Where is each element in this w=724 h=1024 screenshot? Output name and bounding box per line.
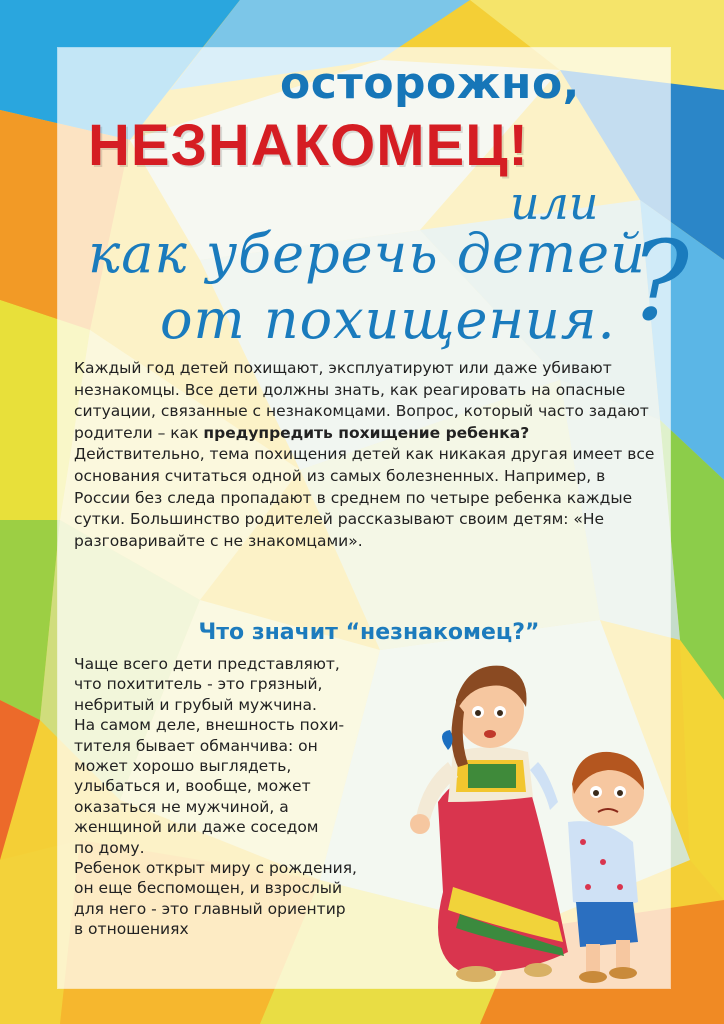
- body-line: в отношениях: [74, 920, 189, 939]
- body-line: небритый и грубый мужчина.: [74, 695, 317, 714]
- body-line: для него - это главный ориентир: [74, 899, 346, 918]
- body-line: по дому.: [74, 838, 145, 857]
- body-line: может хорошо выглядеть,: [74, 757, 292, 776]
- section-body: [74, 654, 454, 940]
- intro-bold-question: предупредить похищение ребенка?: [203, 423, 530, 442]
- intro-text-start: Каждый год детей похищают, эксплуатируют или даже убивают незнакомцы. Все дети должны знать, как реагировать на опасные ситуации, связанные с незнакомцами. Вопрос, который часто задают родители – как: [74, 359, 649, 442]
- body-line: что похититель - это грязный,: [74, 675, 323, 694]
- intro-text-end: Действительно, тема похищения детей как никакая другая имеет все основания считаться одной из самых болезненных. Например, в России без следа пропадают в среднем по четыре ребенка каждые сутки. Большинство родителей рассказывают своим детям: «Не разговаривайте с не знакомцами».: [74, 445, 655, 550]
- body-line: улыбаться и, вообще, может: [74, 777, 311, 796]
- woman-and-child-illustration: [398, 652, 670, 990]
- body-line: Чаще всего дети представляют,: [74, 655, 340, 673]
- section-heading: Что значит “незнакомец?”: [198, 620, 540, 645]
- title-question-mark: ?: [630, 217, 689, 345]
- title-line-how-protect: как уберечь детей: [88, 222, 646, 285]
- body-line: На самом деле, внешность похи-: [74, 716, 345, 735]
- body-line: тителя бывает обманчива: он: [74, 736, 318, 755]
- body-line: женщиной или даже соседом: [74, 818, 319, 837]
- intro-paragraph: [74, 358, 664, 552]
- body-line: Ребенок открыт миру с рождения,: [74, 859, 357, 878]
- body-line: он еще беспомощен, и взрослый: [74, 879, 343, 898]
- title-line-abduction: от похищения.: [160, 288, 616, 351]
- title-line-stranger: НЕЗНАКОМЕЦ!: [88, 113, 529, 178]
- title-line-or: или: [510, 176, 599, 230]
- body-line: оказаться не мужчиной, а: [74, 797, 289, 816]
- title-line-careful: осторожно,: [280, 58, 580, 109]
